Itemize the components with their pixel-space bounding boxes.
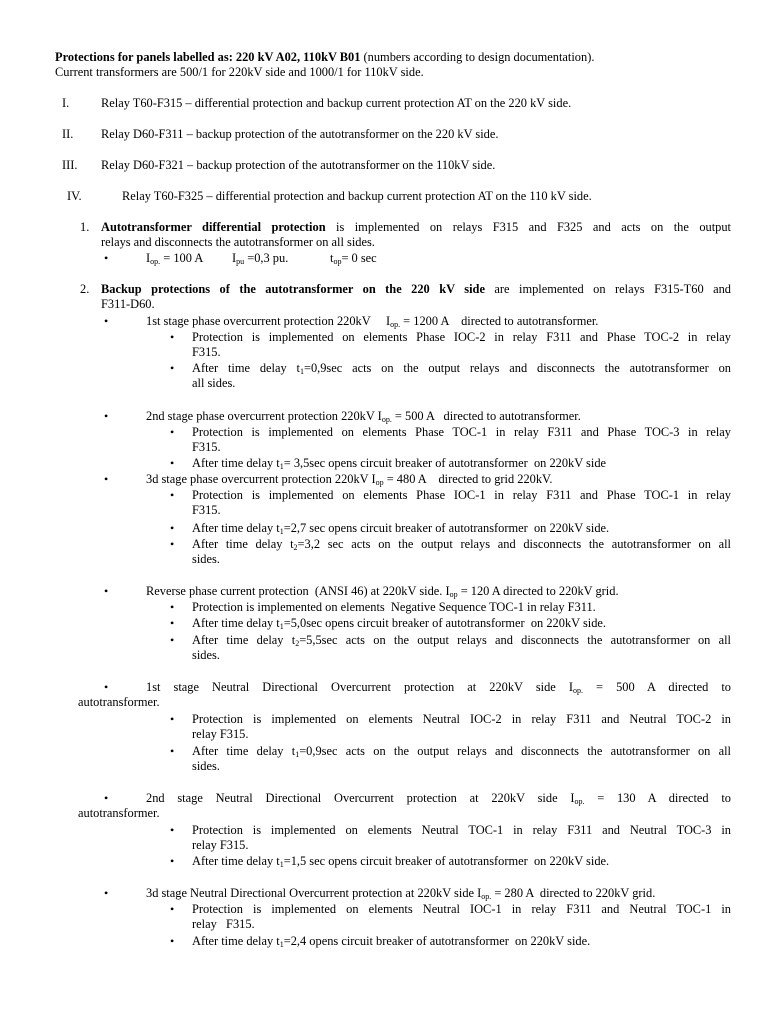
relay-num: II. <box>62 127 74 141</box>
bullet-icon: • <box>170 902 175 916</box>
relay-text: Relay T60-F325 – differential protection and backup current protection AT on the 110 kV side. <box>122 189 592 203</box>
sub-bullet-text: Protection is implemented on elements Neutral IOC-2 in relay F311 and Neutral TOC-2 in <box>192 712 731 726</box>
sub-bullet-text: Protection is implemented on elements Phase TOC-1 in relay F311 and Phase TOC-3 in relay <box>192 425 731 439</box>
sub-bullet-text: After time delay $t_1=0,9\sec$ acts on the output relays and disconnects the autotransformer on all <box>192 744 732 759</box>
sub-bullet-text: all sides. <box>192 376 236 390</box>
section-2-bold: Backup protections of the autotransformer on the 220 kV side <box>101 282 485 296</box>
sub-bullet-text: relay F315. <box>192 727 249 741</box>
diff-op-current: $I_{op.} = 100$ A <box>146 251 204 266</box>
stage-1-neutral-oc: 1st stage Neutral Directional Overcurrent protection at 220kV side $I_{op.} = 500$ A directed to <box>146 680 731 695</box>
relay-num: III. <box>62 158 78 172</box>
bullet-icon: • <box>104 791 109 805</box>
sub-bullet-text: Protection is implemented on elements Neutral TOC-1 in relay F311 and Neutral TOC-3 in <box>192 823 731 837</box>
bullet-icon: • <box>170 521 175 535</box>
sub-bullet-text: After time delay $t_2=3,2$ sec acts on the output relays and disconnects the autotransformer on all <box>192 537 732 552</box>
sub-bullet-text: sides. <box>192 648 220 662</box>
stage-1-phase-oc: 1st stage phase overcurrent protection 220kV $I_{op.} = 1200$ A directed to autotransformer. <box>146 314 599 329</box>
document-title <box>55 50 594 65</box>
sub-bullet-text: Protection is implemented on elements Negative Sequence TOC-1 in relay F311. <box>192 600 596 614</box>
sub-bullet-text: F315. <box>192 345 221 359</box>
stage-2-neutral-oc: 2nd stage Neutral Directional Overcurrent protection at 220kV side $I_{op.} = 130$ A directed to <box>146 791 731 806</box>
bullet-icon: • <box>104 472 109 486</box>
stage-3-phase-oc: 3d stage phase overcurrent protection 220kV $I_{op} = 480$ A directed to grid 220kV. <box>146 472 553 487</box>
bullet-icon: • <box>104 314 109 328</box>
section-number: 1. <box>80 220 90 234</box>
relay-text: Relay D60-F321 – backup protection of the autotransformer on the 110kV side. <box>101 158 496 172</box>
bullet-icon: • <box>170 823 175 837</box>
sub-bullet-text: relay F315. <box>192 917 255 931</box>
relay-num: I. <box>62 96 70 110</box>
bullet-icon: • <box>104 409 109 423</box>
section-2-line2: F311-D60. <box>101 297 155 311</box>
sub-bullet-text: Protection is implemented on elements Phase IOC-1 in relay F311 and Phase TOC-1 in relay <box>192 488 731 502</box>
title-rest: (numbers according to design documentation). <box>360 50 595 64</box>
ct-note: Current transformers are 500/1 for 220kV side and 1000/1 for 110kV side. <box>55 65 424 79</box>
sub-bullet-text: After time delay $t_2=5,5\sec$ acts on the output relays and disconnects the autotransformer on all <box>192 633 732 648</box>
bullet-icon: • <box>170 744 175 758</box>
bullet-icon: • <box>170 425 175 439</box>
bullet-icon: • <box>170 330 175 344</box>
bullet-icon: • <box>104 886 109 900</box>
diff-pickup: $I_{pu} =0,3$ pu. <box>232 251 289 266</box>
stage-3-neutral-oc: 3d stage Neutral Directional Overcurrent protection at 220kV side $I_{op.} = 280$ A directed to 220kV grid. <box>146 886 656 901</box>
sub-bullet-text: Protection is implemented on elements Neutral IOC-1 in relay F311 and Neutral TOC-1 in <box>192 902 731 916</box>
bullet-icon: • <box>170 456 175 470</box>
title-bold: Protections for panels labelled as: 220 kV A02, 110kV B01 <box>55 50 361 64</box>
bullet-icon: • <box>104 584 109 598</box>
sub-bullet-text: F315. <box>192 440 221 454</box>
bullet-icon: • <box>170 633 175 647</box>
stage-2-phase-oc: 2nd stage phase overcurrent protection 220kV $I_{op.} = 500$ A directed to autotransformer. <box>146 409 581 424</box>
sub-bullet-text: After time delay $t_1=2,7$ sec opens circuit breaker of autotransformer on 220kV side. <box>192 521 610 536</box>
bullet-icon: • <box>104 251 109 265</box>
sub-bullet-text: relay F315. <box>192 838 249 852</box>
sub-bullet-text: After time delay $t_1= 3,5\sec$ opens circuit breaker of autotransformer on 220kV side <box>192 456 607 471</box>
section-2-heading <box>101 282 731 297</box>
section-1-heading <box>101 220 731 235</box>
sub-bullet-text: After time delay $t_1=2,4$ opens circuit breaker of autotransformer on 220kV side. <box>192 934 591 949</box>
section-1-line2: relays and disconnects the autotransformer on all sides. <box>101 235 375 249</box>
section-1-rest: is implemented on relays F315 and F325 and acts on the output <box>325 220 731 234</box>
reverse-phase-protection: Reverse phase current protection (ANSI 46) at 220kV side. $I_{op} = 120$ A directed to 220kV grid. <box>146 584 619 599</box>
bullet-icon: • <box>170 537 175 551</box>
sub-bullet-text: sides. <box>192 552 220 566</box>
relay-num: IV. <box>67 189 82 203</box>
stage-1-neutral-oc-line2: autotransformer. <box>78 695 160 709</box>
sub-bullet-text: After time delay $t_1=1,5$ sec opens circuit breaker of autotransformer on 220kV side. <box>192 854 610 869</box>
bullet-icon: • <box>170 934 175 948</box>
section-2-rest: are implemented on relays F315-T60 and <box>484 282 731 296</box>
sub-bullet-text: After time delay $t_1=5,0\sec$ opens circuit breaker of autotransformer on 220kV side. <box>192 616 607 631</box>
stage-2-neutral-oc-line2: autotransformer. <box>78 806 160 820</box>
bullet-icon: • <box>170 361 175 375</box>
bullet-icon: • <box>170 488 175 502</box>
section-1-bold: Autotransformer differential protection <box>101 220 326 234</box>
sub-bullet-text: sides. <box>192 759 220 773</box>
bullet-icon: • <box>170 854 175 868</box>
bullet-icon: • <box>170 616 175 630</box>
diff-op-time: $t_{op}= 0$ sec <box>330 251 377 266</box>
relay-text: Relay D60-F311 – backup protection of the autotransformer on the 220 kV side. <box>101 127 499 141</box>
relay-text: Relay T60-F315 – differential protection and backup current protection AT on the 220 kV side. <box>101 96 572 110</box>
bullet-icon: • <box>104 680 109 694</box>
sub-bullet-text: After time delay $t_1=0,9\sec$ acts on the output relays and disconnects the autotransformer on <box>192 361 731 376</box>
sub-bullet-text: Protection is implemented on elements Phase IOC-2 in relay F311 and Phase TOC-2 in relay <box>192 330 731 344</box>
bullet-icon: • <box>170 712 175 726</box>
sub-bullet-text: F315. <box>192 503 221 517</box>
section-number: 2. <box>80 282 90 296</box>
bullet-icon: • <box>170 600 175 614</box>
